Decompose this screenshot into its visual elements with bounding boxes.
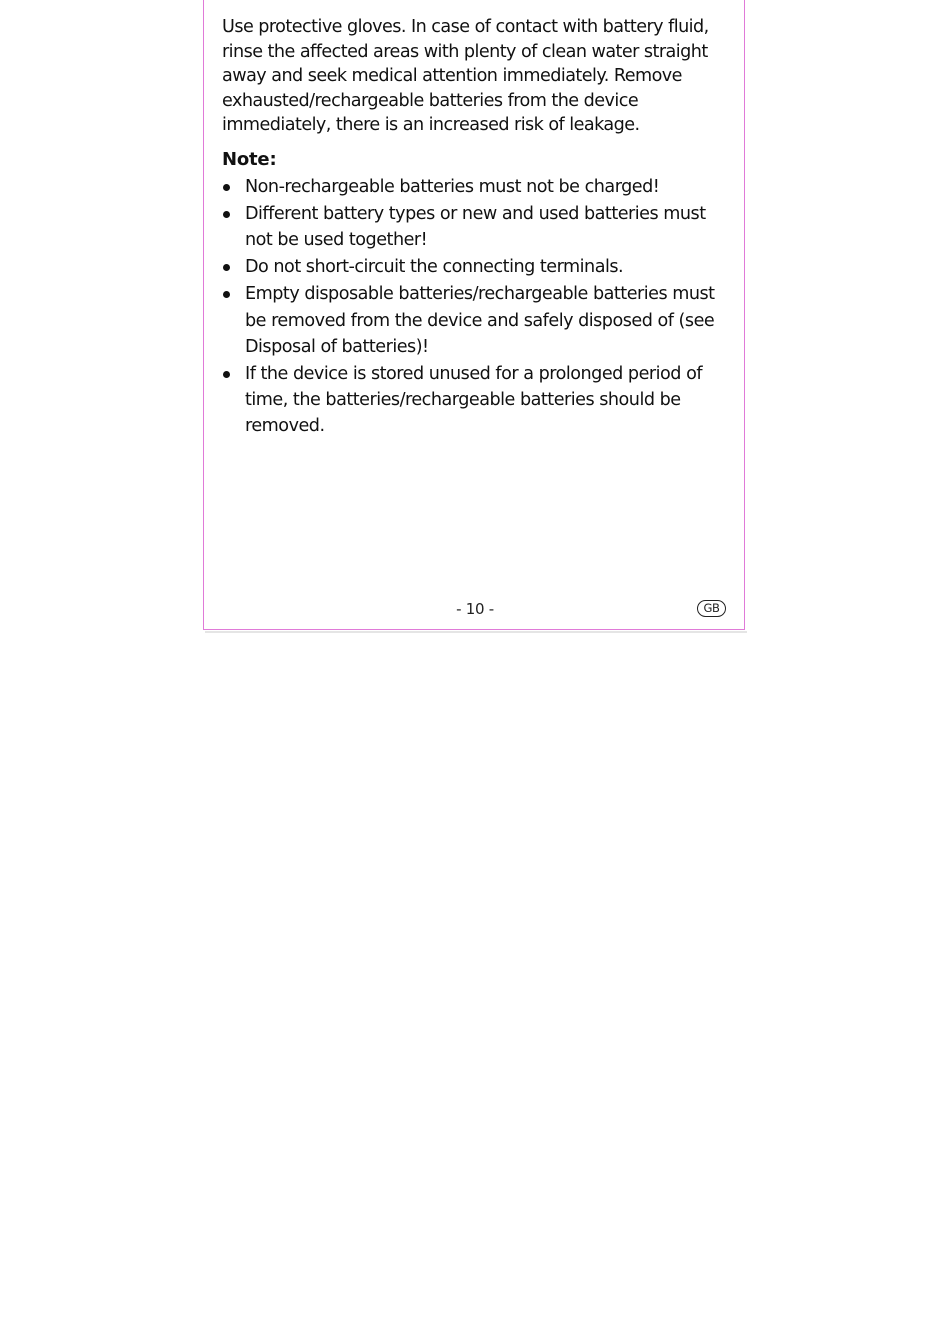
bullet-icon	[223, 264, 230, 271]
list-item	[222, 361, 727, 440]
bullet-icon	[223, 211, 230, 218]
list-item	[222, 281, 727, 360]
note-heading: Note:	[222, 148, 277, 170]
bullet-icon	[223, 291, 230, 298]
page-number: - 10 -	[456, 600, 494, 618]
list-item-text: If the device is stored unused for a prolonged period of time, the batteries/rechargeable batteries should be removed.	[245, 363, 703, 437]
list-item-text: Empty disposable batteries/rechargeable batteries must be removed from the device and safely disposed of (see Disposal of batteries)!	[245, 284, 715, 357]
bullet-icon	[223, 184, 230, 191]
list-item	[222, 201, 727, 253]
list-item	[222, 174, 727, 200]
intro-paragraph: Use protective gloves. In case of contact with battery fluid, rinse the affected areas with plenty of clean water straight away and seek medical attention immediately. Remove exhausted/rechargeable batteries from the device immediately, there is an increased risk of leakage.	[222, 17, 709, 135]
note-list	[222, 174, 727, 440]
list-item-text: Do not short-circuit the connecting terminals.	[245, 257, 624, 278]
bullet-icon	[223, 371, 230, 378]
list-item-text: Different battery types or new and used batteries must not be used together!	[245, 203, 706, 250]
page-content	[222, 15, 727, 441]
language-badge: GB	[697, 600, 726, 617]
list-item-text: Non-rechargeable batteries must not be charged!	[245, 176, 660, 197]
list-item	[222, 254, 727, 280]
page-frame-shadow	[205, 631, 747, 633]
